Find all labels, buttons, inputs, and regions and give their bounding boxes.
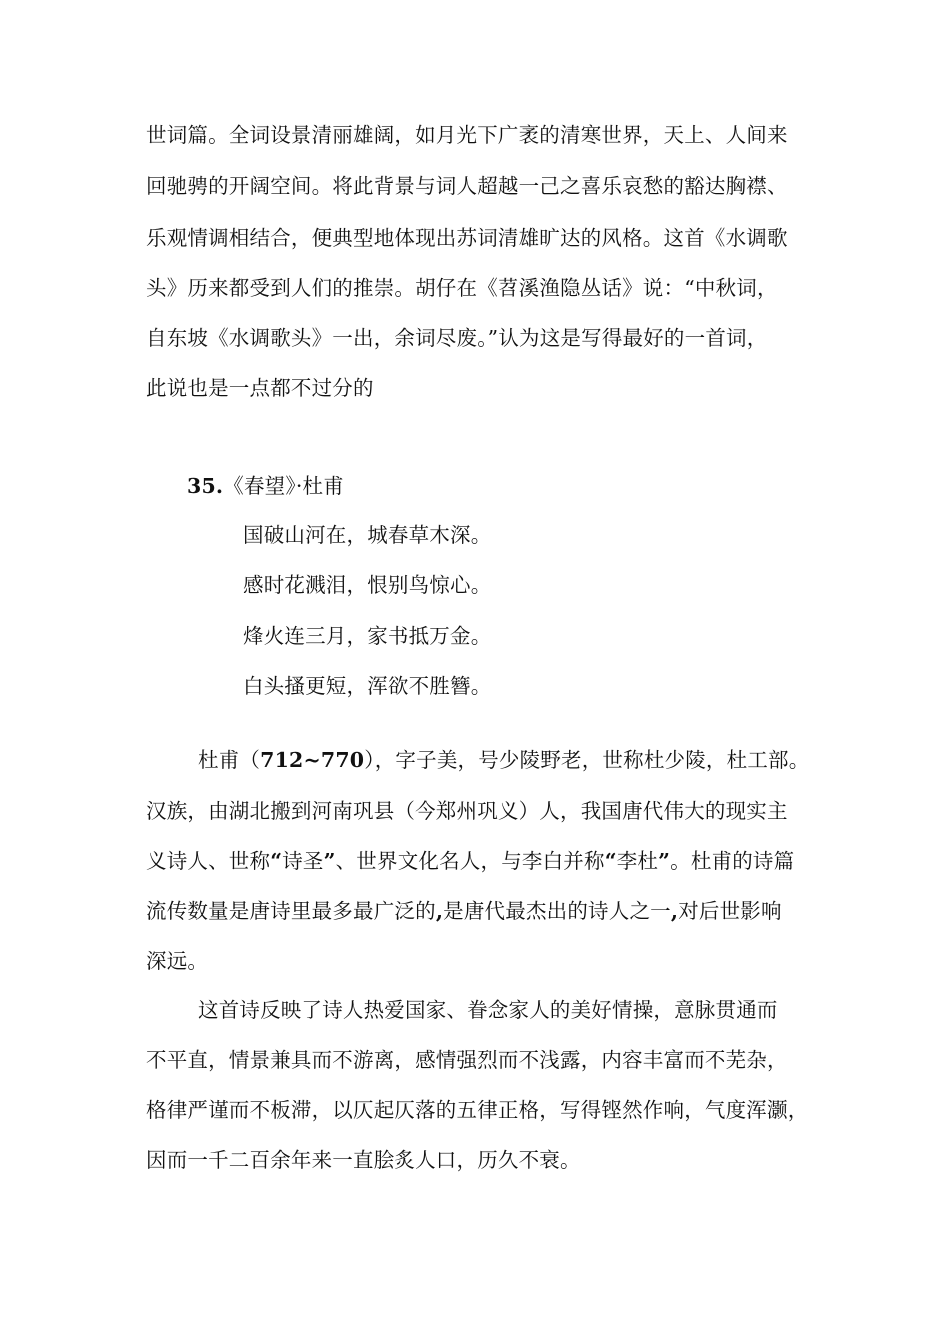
bio-text: 诗圣 [282,849,324,873]
analysis-line: 这首诗反映了诗人热爱国家、眷念家人的美好情操，意脉贯通而 [198,998,778,1022]
bio-text: ），字子美，号少陵野老，世称杜少陵，杜工部。 [364,748,810,772]
section-heading [187,472,344,500]
bio-text: 。杜甫的诗篇 [670,849,795,873]
bio-line [198,746,809,774]
bio-line [146,897,782,925]
analysis-line: 格律严谨而不板滞，以仄起仄落的五律正格，写得铿然作响，气度浑灏， [146,1098,809,1122]
bio-line: 汉族，由湖北搬到河南巩县（今郑州巩义）人，我国唐代伟大的现实主 [146,799,788,823]
bio-quote: ” [658,849,671,873]
bio-quote: “ [604,849,617,873]
bio-text: 是唐代最杰出的诗人之一 [443,899,671,923]
poem-line: 感时花溅泪，恨别鸟惊心。 [243,573,492,597]
bio-text: 杜甫（ [198,748,261,772]
bio-quote: “ [270,849,283,873]
analysis-line: 因而一千二百余年来一直脍炙人口，历久不衰。 [146,1148,581,1172]
analysis-line: 不平直，情景兼具而不游离，感情强烈而不浅露，内容丰富而不芜杂， [146,1048,788,1072]
section-title: 《春望》·杜甫 [223,474,344,498]
intro-line: 头》历来都受到人们的推崇。胡仔在《苕溪渔隐丛话》说：“中秋词， [146,276,778,300]
bio-text: 、世界文化名人，与李白并称 [335,849,605,873]
bio-line [146,847,794,875]
intro-line: 回驰骋的开阔空间。将此背景与词人超越一己之喜乐哀愁的豁达胸襟、 [146,174,788,198]
bio-text: 流传数量是唐诗里最多最广泛的 [146,899,436,923]
intro-line: 自东坡《水调歌头》一出，余词尽废。”认为这是写得最好的一首词， [146,326,768,350]
poem-line: 烽火连三月，家书抵万金。 [243,624,492,648]
bio-text: 义诗人、世称 [146,849,271,873]
bio-text: 对后世影响 [678,899,782,923]
bio-comma: , [670,899,679,923]
bio-text: 李杜 [616,849,659,873]
section-number: 35. [187,474,224,498]
bio-years: 712~770 [260,748,365,772]
intro-line: 乐观情调相结合，便典型地体现出苏词清雄旷达的风格。这首《水调歌 [146,226,788,250]
intro-line: 此说也是一点都不过分的 [146,376,374,400]
bio-comma: , [435,899,444,923]
bio-quote: ” [323,849,336,873]
bio-line: 深远。 [146,949,209,973]
intro-line: 世词篇。全词设景清丽雄阔，如月光下广袤的清寒世界，天上、人间来 [146,123,788,147]
poem-line: 国破山河在，城春草木深。 [243,523,492,547]
poem-line: 白头搔更短，浑欲不胜簪。 [243,674,492,698]
